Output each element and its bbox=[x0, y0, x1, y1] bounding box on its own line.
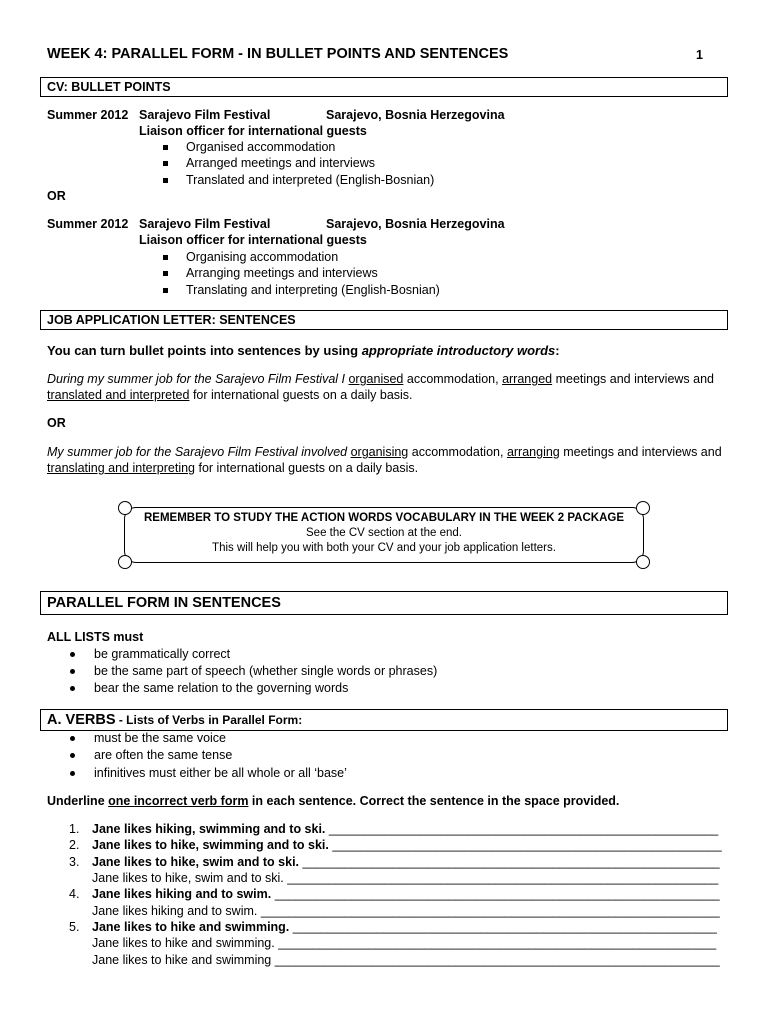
bullet-square-icon bbox=[163, 283, 171, 297]
or-label: OR bbox=[47, 189, 66, 203]
lists-label: ALL LISTS must bbox=[47, 630, 144, 644]
bullet-square-icon bbox=[163, 173, 171, 187]
example-sentence-2: My summer job for the Sarajevo Film Festival involved organising accommodation, arranging meetings and interviews and translating and interpreting for international guests on a daily basis. bbox=[47, 445, 722, 475]
page-title: WEEK 4: PARALLEL FORM - IN BULLET POINTS AND SENTENCES bbox=[47, 46, 509, 62]
or-label: OR bbox=[47, 416, 66, 430]
entry-date: Summer 2012 bbox=[47, 217, 129, 231]
intro-text: You can turn bullet points into sentences by using appropriate introductory words: bbox=[47, 343, 560, 358]
bullet-dot-icon bbox=[70, 766, 78, 780]
answer-blank[interactable]: _____________________________________________________________ bbox=[292, 920, 717, 934]
exercise-number: 1. bbox=[69, 822, 80, 836]
bullet-dot-icon bbox=[70, 748, 78, 762]
bullet-dot-icon bbox=[70, 664, 78, 678]
notice-line-3: This will help you with both your CV and your job application letters. bbox=[212, 542, 556, 554]
exercise-line: Jane likes hiking and to swim. ________________________________________________________________ bbox=[92, 887, 720, 901]
answer-blank[interactable]: ________________________________________________________ bbox=[328, 822, 719, 836]
verb-rule: are often the same tense bbox=[94, 748, 233, 762]
rule-item: be grammatically correct bbox=[94, 647, 231, 661]
letter-section-heading: JOB APPLICATION LETTER: SENTENCES bbox=[40, 310, 728, 330]
exercise-number: 2. bbox=[69, 838, 80, 852]
entry-bullet: Organised accommodation bbox=[186, 140, 336, 154]
rule-item: bear the same relation to the governing words bbox=[94, 681, 349, 695]
parallel-section-heading: PARALLEL FORM IN SENTENCES bbox=[40, 591, 728, 615]
verb-rule: must be the same voice bbox=[94, 731, 227, 745]
exercise-line: Jane likes hiking and to swim. __________________________________________________________________ bbox=[92, 904, 720, 918]
entry-location: Sarajevo, Bosnia Herzegovina bbox=[326, 108, 505, 122]
bullet-square-icon bbox=[163, 156, 171, 170]
notice-line-2: See the CV section at the end. bbox=[306, 527, 462, 539]
entry-role: Liaison officer for international guests bbox=[139, 233, 367, 247]
bullet-square-icon bbox=[163, 266, 171, 280]
reminder-notice bbox=[124, 507, 644, 563]
answer-blank[interactable]: _______________________________________________________________ bbox=[278, 936, 717, 950]
example-sentence-1: During my summer job for the Sarajevo Film Festival I organised accommodation, arranged meetings and interviews and translated and interpreted for international guests on a daily basis. bbox=[47, 372, 715, 402]
entry-bullet: Translated and interpreted (English-Bosnian) bbox=[186, 173, 435, 187]
cv-section-heading: CV: BULLET POINTS bbox=[40, 77, 728, 97]
entry-bullet: Translating and interpreting (English-Bosnian) bbox=[186, 283, 440, 297]
rule-item: be the same part of speech (whether single words or phrases) bbox=[94, 664, 438, 678]
answer-blank[interactable]: ____________________________________________________________ bbox=[302, 855, 720, 869]
bullet-square-icon bbox=[163, 250, 171, 264]
exercise-number: 5. bbox=[69, 920, 80, 934]
entry-organisation: Sarajevo Film Festival bbox=[139, 108, 271, 122]
exercise-instruction: Underline one incorrect verb form in each sentence. Correct the sentence in the space provided. bbox=[47, 794, 620, 808]
entry-role: Liaison officer for international guests bbox=[139, 124, 367, 138]
page-number: 1 bbox=[696, 48, 703, 62]
exercise-line: Jane likes to hike and swimming. _______________________________________________________________ bbox=[92, 936, 717, 950]
bullet-dot-icon bbox=[70, 681, 78, 695]
entry-location: Sarajevo, Bosnia Herzegovina bbox=[326, 217, 505, 231]
exercise-line: Jane likes to hike, swimming and to ski. ________________________________________________________ bbox=[92, 838, 722, 852]
bullet-dot-icon bbox=[70, 731, 78, 745]
answer-blank[interactable]: ________________________________________________________________ bbox=[274, 953, 720, 967]
exercise-line: Jane likes to hike and swimming. _____________________________________________________________ bbox=[92, 920, 717, 934]
exercise-line: Jane likes hiking, swimming and to ski. ________________________________________________________ bbox=[92, 822, 719, 836]
entry-bullet: Organising accommodation bbox=[186, 250, 339, 264]
answer-blank[interactable]: ________________________________________________________________ bbox=[274, 887, 720, 901]
entry-organisation: Sarajevo Film Festival bbox=[139, 217, 271, 231]
exercise-line: Jane likes to hike, swim and to ski. ______________________________________________________________ bbox=[92, 871, 719, 885]
exercise-number: 3. bbox=[69, 855, 80, 869]
bullet-dot-icon bbox=[70, 647, 78, 661]
exercise-line: Jane likes to hike and swimming ________________________________________________________________ bbox=[92, 953, 720, 967]
entry-bullet: Arranging meetings and interviews bbox=[186, 266, 378, 280]
entry-date: Summer 2012 bbox=[47, 108, 129, 122]
answer-blank[interactable]: __________________________________________________________________ bbox=[260, 904, 720, 918]
answer-blank[interactable]: ______________________________________________________________ bbox=[287, 871, 719, 885]
answer-blank[interactable]: ________________________________________________________ bbox=[332, 838, 722, 852]
notice-line-1: REMEMBER TO STUDY THE ACTION WORDS VOCABULARY IN THE WEEK 2 PACKAGE bbox=[143, 512, 625, 524]
bullet-square-icon bbox=[163, 140, 171, 154]
exercise-number: 4. bbox=[69, 887, 80, 901]
exercise-line: Jane likes to hike, swim and to ski. ____________________________________________________________ bbox=[92, 855, 720, 869]
entry-bullet: Arranged meetings and interviews bbox=[186, 156, 375, 170]
verb-rule: infinitives must either be all whole or all ‘base’ bbox=[94, 766, 347, 780]
verbs-section-heading: A. VERBS - Lists of Verbs in Parallel Form: bbox=[40, 709, 728, 731]
